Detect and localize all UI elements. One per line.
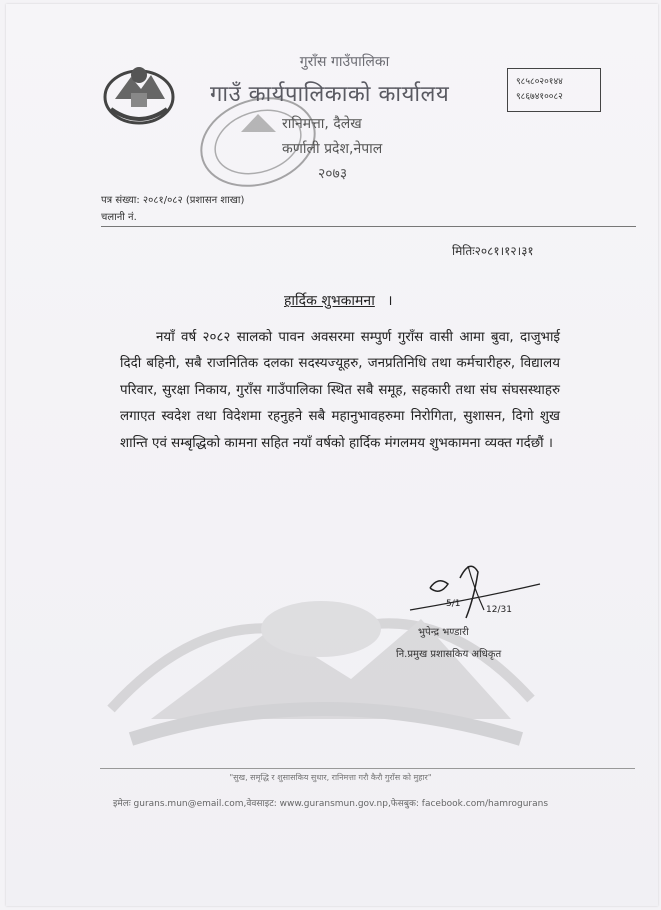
reference-number: पत्र संख्या: २०८१/०८२ (प्रशासन शाखा) bbox=[101, 195, 245, 206]
svg-text:12/31: 12/31 bbox=[486, 605, 512, 615]
subject-text: हार्दिक शुभकामना bbox=[284, 293, 375, 309]
footer-divider bbox=[100, 768, 635, 769]
letter-body: नयाँ वर्ष २०८२ सालको पावन अवसरमा सम्पुर्ण गुराँस वासी आमा बुवा, दाजुभाई दिदी बहिनी, सबै राजनितिक दलका सदस्यज्यूहरु, जनप्रतिनिधि तथा कर्मचारीहरु, विद्यालय परिवार, सुरक्षा निकाय, गुराँस गाउँपालिका स्थित सबै समूह, सहकारी तथा संघ संघसस्थाहरु लगाएत स्वदेश तथा विदेशमा रहनुहने सबै महानुभावहरुमा निरोगिता, सुशासन, दिगो शुख शान्ति एवं सम्बृद्धिको कामना सहित नयाँ वर्षको हार्दिक मंगलमय शुभकामना व्यक्त गर्दछौं । bbox=[120, 330, 560, 451]
establishment-year: २०७३ bbox=[318, 166, 348, 182]
phone-number: ९८६७४१००८२ bbox=[516, 92, 563, 102]
phone-number: ९८५८०२०१४४ bbox=[516, 77, 563, 87]
header-divider bbox=[101, 226, 636, 227]
office-address: रानिमत्ता, दैलेख bbox=[282, 116, 362, 132]
signatory-name: भुपेन्द्र भण्डारी bbox=[418, 627, 469, 638]
footer-contact: इमेलः gurans.mun@email.com,वेवसाइट: www.guransmun.gov.np,फेसबुक: facebook.com/hamrogurans bbox=[112, 799, 549, 809]
svg-text:5/1: 5/1 bbox=[446, 599, 461, 609]
dispatch-number: चलानी नं. bbox=[101, 212, 137, 223]
handwritten-signature bbox=[400, 548, 550, 628]
phone-box bbox=[507, 68, 601, 112]
letter-date: मितिः२०८१।१२।३१ bbox=[452, 244, 534, 258]
subject-mark: । bbox=[387, 293, 393, 309]
province-line: कर्णाली प्रदेश,नेपाल bbox=[282, 141, 383, 157]
letter-subject bbox=[284, 291, 393, 310]
office-title: गाउँ कार्यपालिकाको कार्यालय bbox=[210, 82, 450, 107]
signatory-title: नि.प्रमुख प्रशासकिय अधिकृत bbox=[396, 649, 502, 660]
municipality-name: गुराँस गाउँपालिका bbox=[299, 54, 390, 70]
footer-motto: "सुख, समृद्धि र शुसासकिय सुधार, रानिमत्ता गरौ कैरौ गुराँस को मुहार" bbox=[229, 773, 432, 782]
